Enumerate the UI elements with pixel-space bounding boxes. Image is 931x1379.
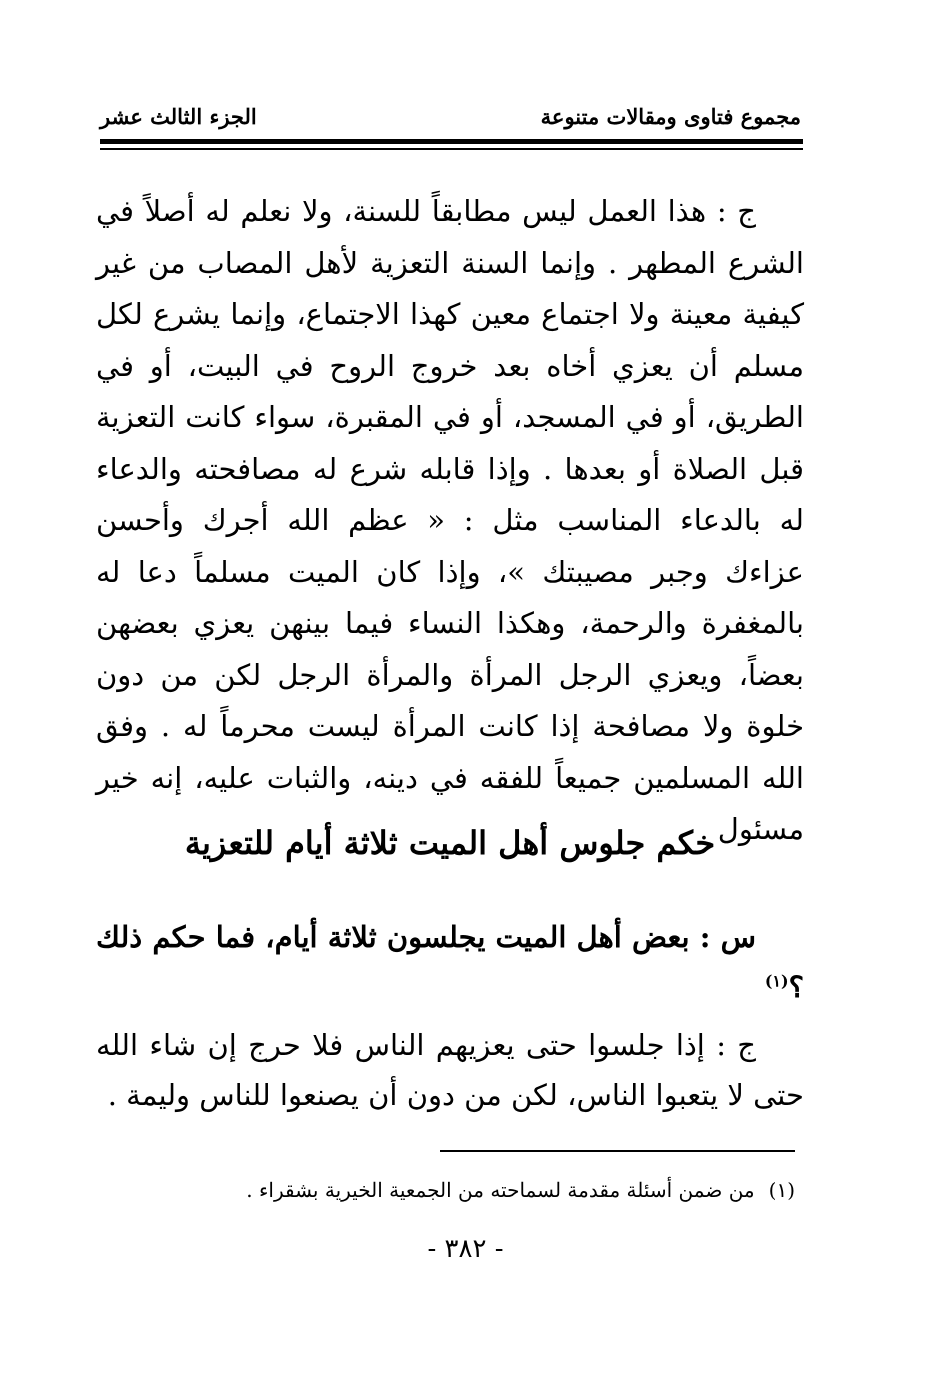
question-paragraph: [96, 912, 804, 1012]
question-text: بعض أهل الميت يجلسون ثلاثة أيام، فما حكم ذلك ؟: [96, 920, 804, 1004]
answer-paragraph-1: [96, 186, 804, 856]
answer-text: هذا العمل ليس مطابقاً للسنة، ولا نعلم له أصلاً في الشرع المطهر . وإنما السنة التعزية لأهل المصاب من غير كيفية معينة ولا اجتماع معين كهذا الاجتماع، وإنما يشرع لكل مسلم أن يعزي أخاه بعد خروج الروح في البيت، أو في الطريق، أو في المسجد، أو في المقبرة، سواء كانت التعزية قبل الصلاة أو بعدها . وإذا قابله شرع له مصافحته والدعاء له بالدعاء المناسب مثل : « عظم الله أجرك وأحسن عزاءك وجبر مصيبتك »، وإذا كان الميت مسلماً دعا له بالمغفرة والرحمة، وهكذا النساء فيما بينهن يعزي بعضهن بعضاً، ويعزي الرجل المرأة والمرأة الرجل لكن من دون خلوة ولا مصافحة إذا كانت المرأة ليست محرماً له . وفق الله المسلمين جميعاً للفقه في دينه، والثبات عليه، إنه خير مسئول .: [96, 194, 804, 846]
answer-marker: ج :: [716, 194, 756, 228]
footnote-text: من ضمن أسئلة مقدمة لسماحته من الجمعية الخيرية بشقراء .: [246, 1178, 755, 1202]
footnote-number: (١): [768, 1178, 795, 1202]
header-rule-thick: [100, 139, 803, 144]
answer-text: إذا جلسوا حتى يعزيهم الناس فلا حرج إن شاء الله حتى لا يتعبوا الناس، لكن من دون أن يصنعوا للناس وليمة .: [96, 1028, 804, 1112]
running-header-volume: الجزء الثالث عشر: [100, 104, 257, 129]
page-number: - ٣٨٢ -: [427, 1234, 504, 1264]
footnote-separator: [440, 1150, 795, 1152]
header-rule-thin: [100, 148, 803, 150]
footnote-reference: (١): [764, 971, 789, 991]
running-header-book-title: مجموع فتاوى ومقالات متنوعة: [540, 104, 801, 129]
answer-paragraph-2: [96, 1020, 804, 1120]
question-marker: س :: [699, 920, 756, 954]
answer-marker: ج :: [716, 1028, 756, 1062]
section-title: حكم جلوس أهل الميت ثلاثة أيام للتعزية: [184, 824, 716, 862]
footnote: [246, 1178, 795, 1202]
